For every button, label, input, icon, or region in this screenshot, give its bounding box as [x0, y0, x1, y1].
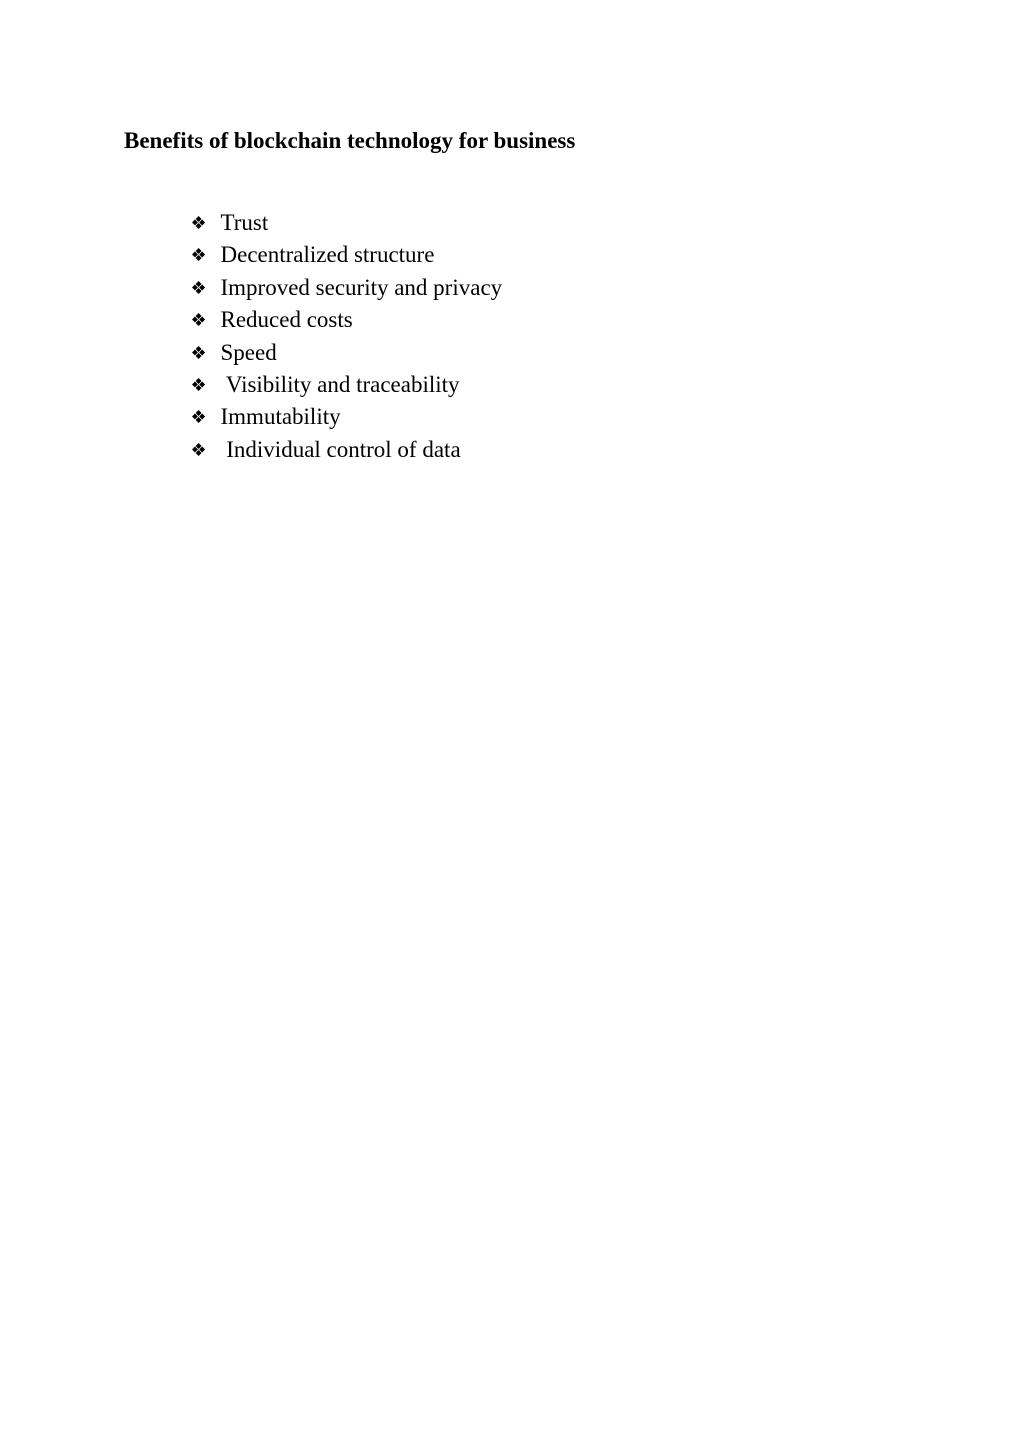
benefits-list: [156, 175, 503, 462]
list-item: [156, 402, 502, 462]
list-item-text: Immutability: [220, 404, 341, 430]
four-diamond-bullet-icon: ❖: [190, 245, 207, 266]
list-item: [156, 305, 502, 365]
list-item: [156, 337, 502, 397]
list-item: [156, 207, 502, 268]
list-item-text: Reduced costs: [220, 307, 353, 333]
list-item: [156, 240, 503, 300]
list-item-text: Visibility and traceability: [220, 371, 460, 397]
four-diamond-bullet-icon: ❖: [190, 374, 207, 395]
list-item-text: Speed: [220, 339, 277, 365]
list-item: [156, 369, 502, 430]
document-heading: Benefits of blockchain technology for business: [124, 128, 576, 153]
four-diamond-bullet-icon: ❖: [190, 342, 207, 363]
four-diamond-bullet-icon: ❖: [190, 277, 207, 298]
four-diamond-bullet-icon: ❖: [190, 310, 207, 331]
four-diamond-bullet-icon: ❖: [190, 407, 207, 428]
four-diamond-bullet-icon: ❖: [190, 439, 207, 460]
list-item-text: Decentralized structure: [220, 242, 435, 268]
list-item-text: Individual control of data: [220, 436, 461, 462]
list-item-text: Trust: [220, 210, 269, 235]
list-item: [156, 175, 502, 235]
list-item: [156, 272, 502, 333]
four-diamond-bullet-icon: ❖: [190, 213, 207, 233]
list-item-text: Improved security and privacy: [220, 274, 503, 300]
